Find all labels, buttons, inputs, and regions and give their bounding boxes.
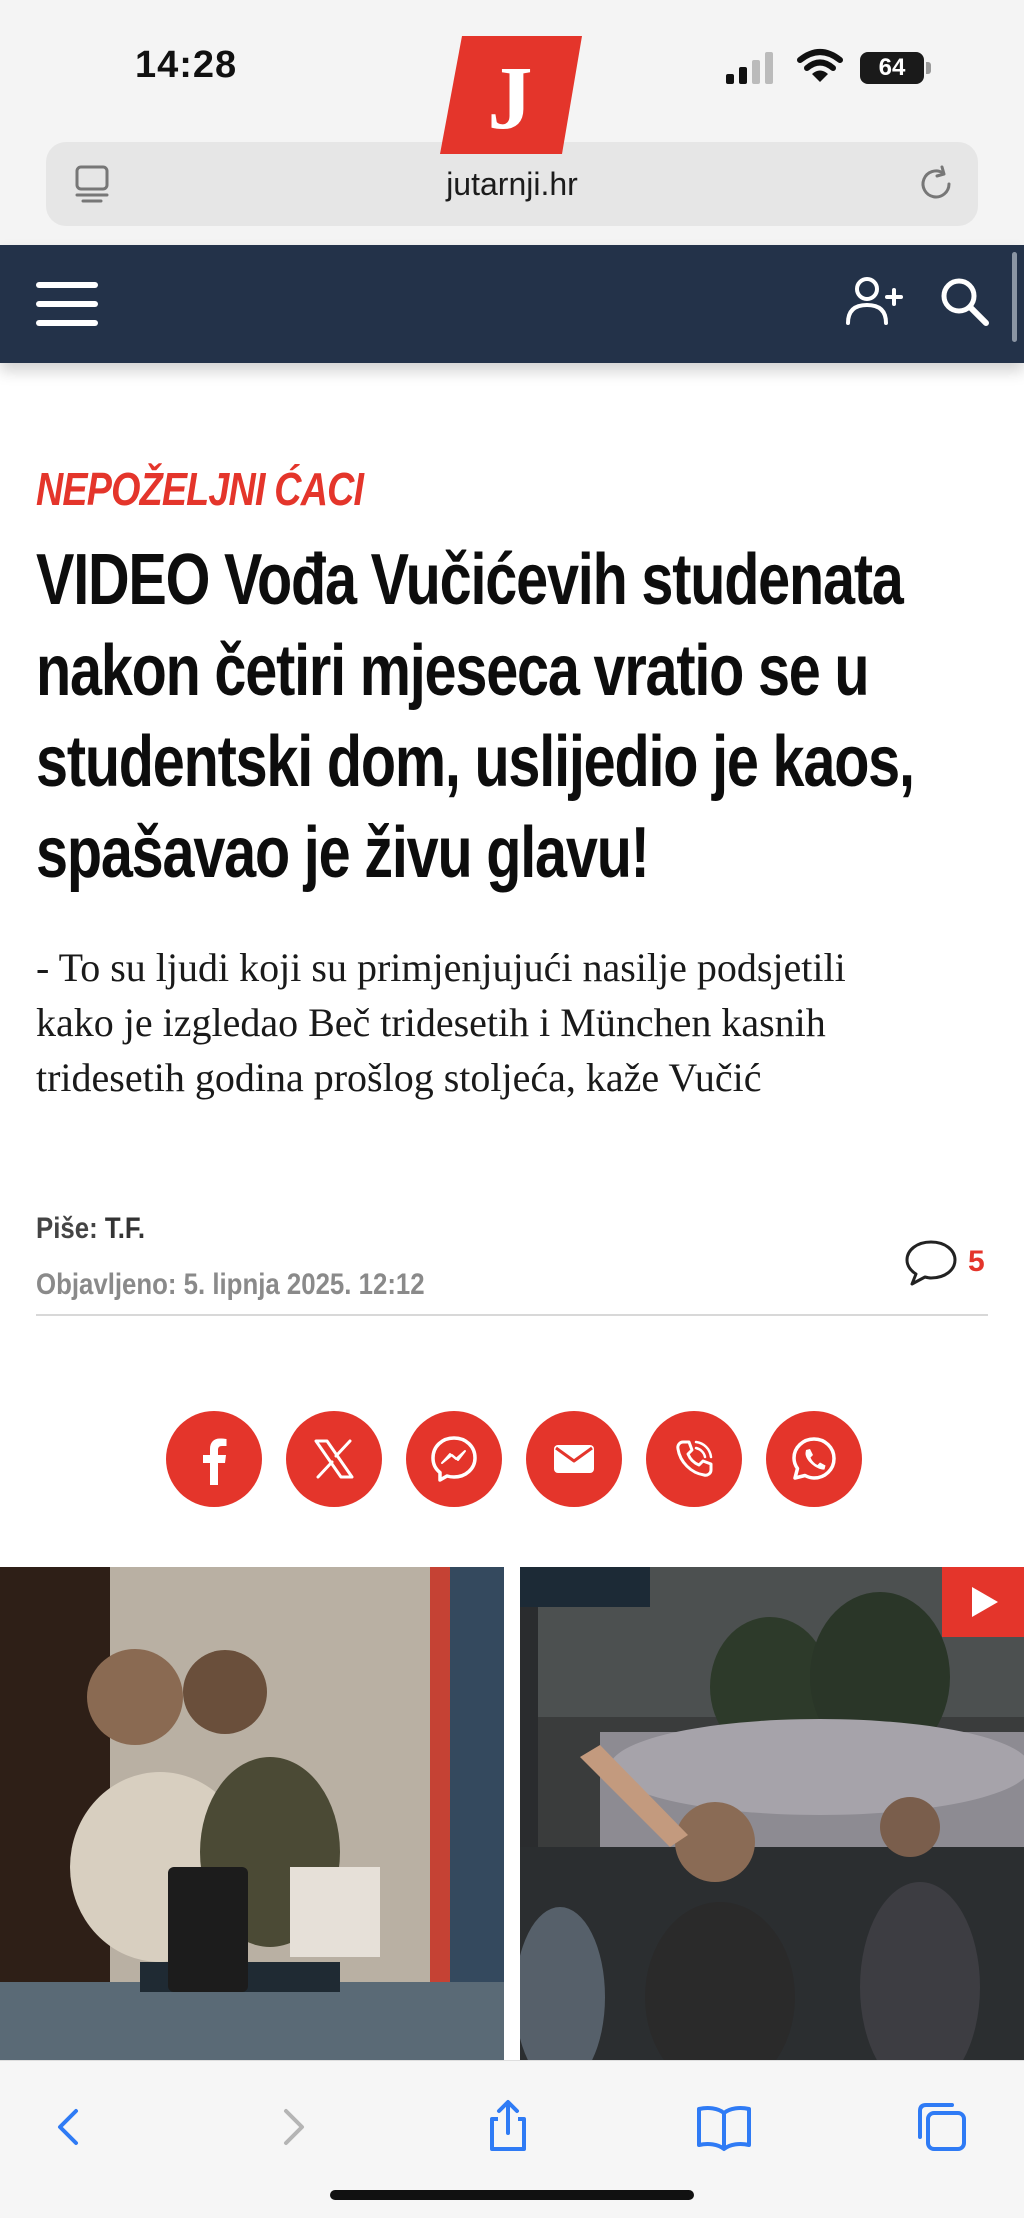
cellular-signal-icon xyxy=(726,52,778,84)
status-time: 14:28 xyxy=(135,44,238,86)
logo-letter: J xyxy=(487,49,533,148)
published-value: 5. lipnja 2025. 12:12 xyxy=(183,1268,425,1301)
share-viber-button[interactable] xyxy=(646,1411,742,1507)
share-icon[interactable] xyxy=(478,2097,538,2157)
comment-count[interactable]: 5 xyxy=(968,1245,985,1278)
author-name[interactable]: T.F. xyxy=(104,1212,145,1245)
home-indicator[interactable] xyxy=(330,2190,694,2200)
battery-tip xyxy=(926,62,931,74)
reload-icon[interactable] xyxy=(916,164,956,204)
published-date xyxy=(36,1268,425,1302)
tabs-icon[interactable] xyxy=(912,2097,972,2157)
email-icon xyxy=(548,1433,600,1485)
user-plus-icon[interactable] xyxy=(845,275,903,327)
video-play-icon[interactable] xyxy=(942,1567,1024,1637)
battery-indicator: 64 xyxy=(860,52,924,84)
photo-right-graphic xyxy=(520,1567,1024,2060)
wifi-icon xyxy=(796,48,844,84)
photo-left-graphic xyxy=(0,1567,504,2060)
share-email-button[interactable] xyxy=(526,1411,622,1507)
share-whatsapp-button[interactable] xyxy=(766,1411,862,1507)
author-label: Piše: xyxy=(36,1212,98,1245)
search-icon[interactable] xyxy=(938,275,990,327)
share-buttons xyxy=(166,1411,862,1507)
article-headline: VIDEO Vođa Vučićevih studenata nakon četiri mjeseca vratio se u studentski dom, uslijedio je kaos, spašavao je živu glavu! xyxy=(36,540,914,893)
article-lead: - To su ljudi koji su primjenjujući nasilje podsjetili kako je izgledao Beč tridesetih i München kasnih tridesetih godina prošlog stoljeća, kaže Vučić xyxy=(36,945,846,1100)
article-image-right[interactable] xyxy=(520,1567,1024,2060)
site-header xyxy=(0,245,1024,363)
article-kicker[interactable]: NEPOŽELJNI ĆACI xyxy=(36,463,364,515)
share-facebook-button[interactable] xyxy=(166,1411,262,1507)
page-scrollbar[interactable] xyxy=(1012,252,1017,342)
bookmarks-icon[interactable] xyxy=(694,2097,754,2157)
menu-icon[interactable] xyxy=(36,279,98,329)
published-label: Objavljeno: xyxy=(36,1268,177,1301)
facebook-icon xyxy=(188,1433,240,1485)
whatsapp-icon xyxy=(788,1433,840,1485)
article-image-left[interactable] xyxy=(0,1567,504,2060)
share-x-button[interactable] xyxy=(286,1411,382,1507)
site-logo[interactable] xyxy=(440,36,582,154)
address-bar[interactable] xyxy=(46,142,978,226)
back-icon[interactable] xyxy=(40,2097,100,2157)
divider xyxy=(36,1314,988,1316)
x-icon xyxy=(308,1433,360,1485)
comment-icon[interactable] xyxy=(903,1238,959,1288)
share-messenger-button[interactable] xyxy=(406,1411,502,1507)
messenger-icon xyxy=(428,1433,480,1485)
byline xyxy=(36,1212,145,1246)
url-text[interactable]: jutarnji.hr xyxy=(446,166,578,202)
viber-icon xyxy=(668,1433,720,1485)
forward-icon[interactable] xyxy=(262,2097,322,2157)
